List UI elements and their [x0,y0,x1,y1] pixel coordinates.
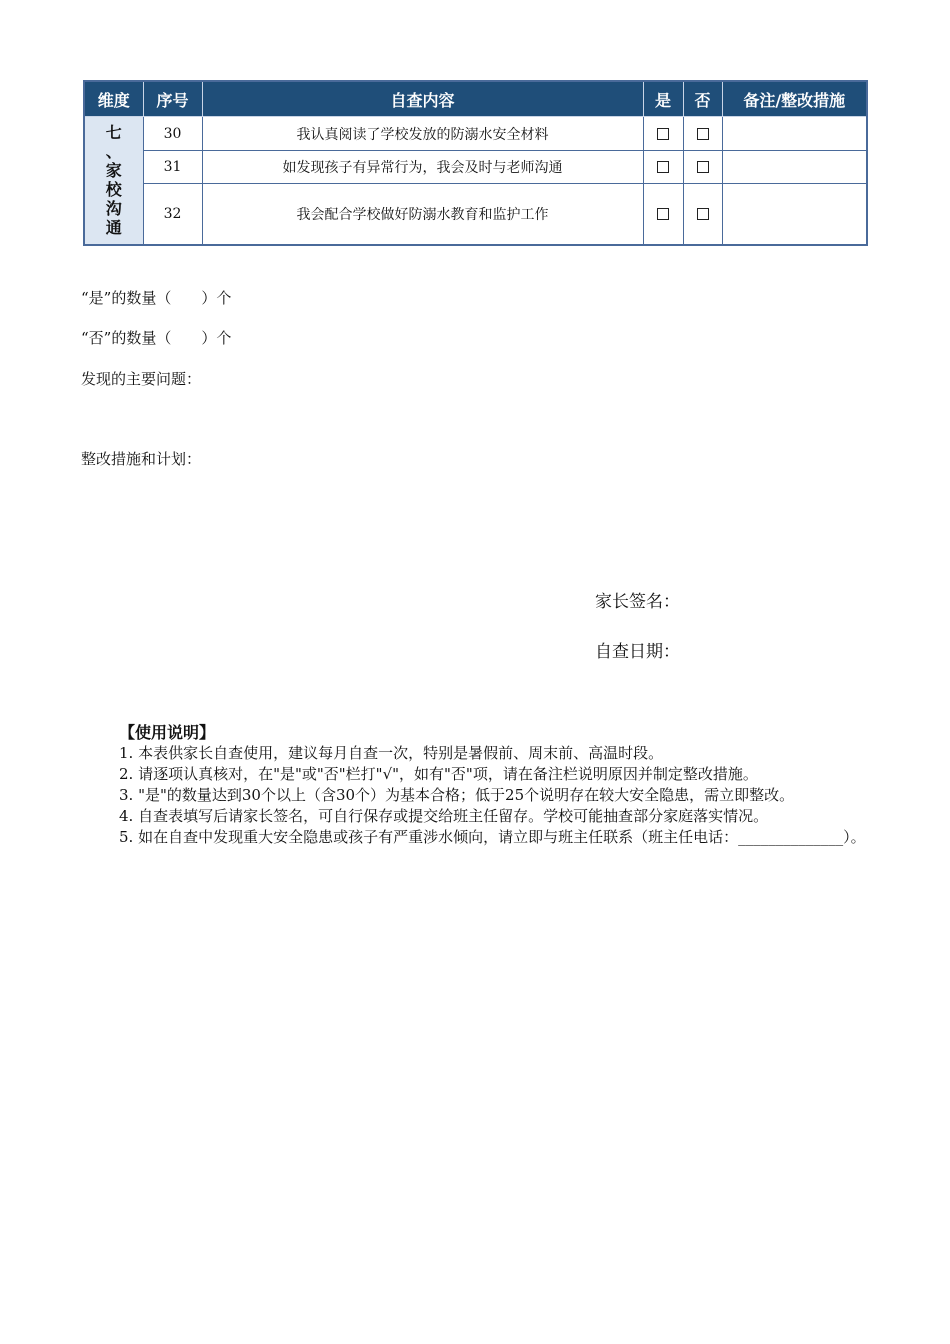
checklist-table-container [83,80,866,246]
header-content: 自查内容 [202,81,643,117]
instruction-item: 5. 如在自查中发现重大安全隐患或孩子有严重涉水倾向，请立即与班主任联系（班主任电话：______________）。 [119,828,866,846]
plan-label: 整改措施和计划： [81,450,202,468]
no-count-line: “否”的数量（ ）个 [81,329,232,347]
header-number: 序号 [143,81,202,117]
row-content: 我认真阅读了学校发放的防溺水安全材料 [202,117,643,151]
yes-checkbox[interactable] [657,208,669,220]
header-yes: 是 [643,81,683,117]
instructions-heading: 【使用说明】 [119,723,216,742]
check-date-label: 自查日期： [595,642,680,662]
no-checkbox-cell[interactable] [683,184,722,245]
parent-signature-label: 家长签名： [595,592,680,612]
table-header-row [84,81,867,117]
instruction-item: 1. 本表供家长自查使用，建议每月自查一次，特别是暑假前、周末前、高温时段。 [119,744,664,762]
row-number: 31 [143,151,202,184]
row-content: 我会配合学校做好防溺水教育和监护工作 [202,184,643,245]
row-number: 30 [143,117,202,151]
instructions-section [81,722,869,848]
dimension-label: 七、家校沟通 [105,123,122,238]
no-checkbox[interactable] [697,128,709,140]
instruction-item: 4. 自查表填写后请家长签名，可自行保存或提交给班主任留存。学校可能抽查部分家庭落实情况。 [119,807,769,825]
yes-checkbox-cell[interactable] [643,117,683,151]
remarks-cell[interactable] [722,184,867,245]
table-row [84,184,867,245]
instruction-item: 3. "是"的数量达到30个以上（含30个）为基本合格；低于25个说明存在较大安全隐患，需立即整改。 [119,786,795,804]
yes-checkbox[interactable] [657,128,669,140]
row-number: 32 [143,184,202,245]
table-row [84,117,867,151]
remarks-cell[interactable] [722,151,867,184]
row-content: 如发现孩子有异常行为，我会及时与老师沟通 [202,151,643,184]
yes-checkbox[interactable] [657,161,669,173]
problems-label: 发现的主要问题： [81,370,202,388]
dimension-cell [84,117,143,245]
yes-checkbox-cell[interactable] [643,151,683,184]
yes-checkbox-cell[interactable] [643,184,683,245]
yes-count-line: “是”的数量（ ）个 [81,289,232,307]
header-no: 否 [683,81,722,117]
remarks-cell[interactable] [722,117,867,151]
checklist-table [83,80,868,246]
header-remarks: 备注/整改措施 [722,81,867,117]
no-checkbox[interactable] [697,161,709,173]
no-checkbox[interactable] [697,208,709,220]
instruction-item: 2. 请逐项认真核对，在"是"或"否"栏打"√"，如有"否"项，请在备注栏说明原因并制定整改措施。 [119,765,758,783]
table-row [84,151,867,184]
no-checkbox-cell[interactable] [683,151,722,184]
no-checkbox-cell[interactable] [683,117,722,151]
header-dimension: 维度 [84,81,143,117]
